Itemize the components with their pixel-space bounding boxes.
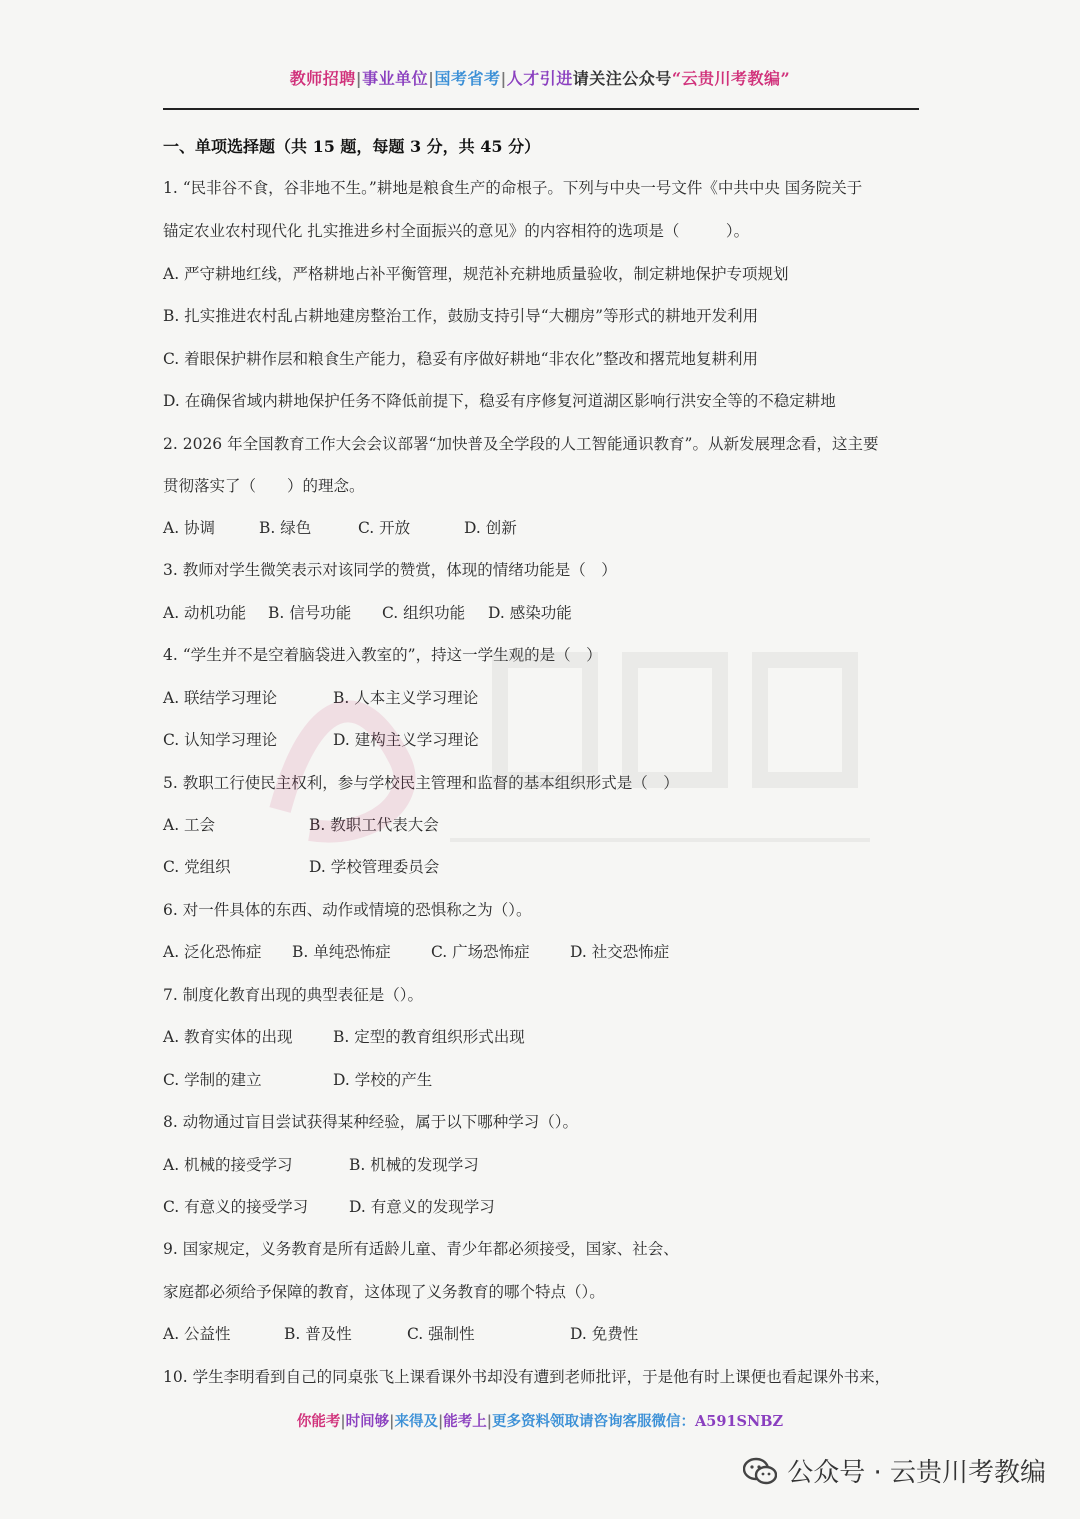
question-7-option-c: C. 学制的建立 <box>163 1071 262 1089</box>
question-9-option-a: A. 公益性 <box>163 1325 231 1343</box>
question-8-option-a: A. 机械的接受学习 <box>163 1156 293 1174</box>
question-9-option-b: B. 普及性 <box>284 1325 352 1343</box>
footer-segment: | <box>340 1413 346 1430</box>
question-2-option-a: A. 协调 <box>163 519 216 537</box>
question-2-line-1: 2. 2026 年全国教育工作大会会议部署“加快普及全学段的人工智能通识教育”。从新发展理念看，这主要 <box>163 435 879 453</box>
question-9-option-d: D. 免费性 <box>570 1325 639 1343</box>
question-2-option-b: B. 绿色 <box>259 519 312 537</box>
footer-segment: 更多资料领取请咨询客服微信： <box>492 1413 696 1430</box>
question-8-option-b: B. 机械的发现学习 <box>349 1156 479 1174</box>
header-divider <box>163 108 919 110</box>
question-6-line-1: 6. 对一件具体的东西、动作或情境的恐惧称之为（）。 <box>163 901 532 919</box>
question-9-option-c: C. 强制性 <box>407 1325 475 1343</box>
wechat-account-name: 公众号 · 云贵川考教编 <box>787 1458 1046 1488</box>
question-8-option-d: D. 有意义的发现学习 <box>349 1198 495 1216</box>
question-1-option-c: C. 着眼保护耕作层和粮食生产能力，稳妥有序做好耕地“非农化”整改和撂荒地复耕利用 <box>163 350 759 368</box>
question-2-option-c: C. 开放 <box>358 519 411 537</box>
page-footer <box>0 1410 1080 1431</box>
question-10-line-1: 10. 学生李明看到自己的同桌张飞上课看课外书却没有遭到老师批评，于是他有时上课便也看起课外书来， <box>163 1368 891 1386</box>
question-3-option-c: C. 组织功能 <box>382 604 466 622</box>
wechat-icon <box>743 1457 777 1485</box>
section-title: 一、单项选择题（共 15 题，每题 3 分，共 45 分） <box>163 137 541 156</box>
question-6-option-d: D. 社交恐怖症 <box>570 943 670 961</box>
question-2-option-d: D. 创新 <box>464 519 517 537</box>
question-6-option-c: C. 广场恐怖症 <box>431 943 530 961</box>
header-segment: 人才引进 <box>506 69 573 88</box>
footer-segment: | <box>389 1413 395 1430</box>
question-6-option-a: A. 泛化恐怖症 <box>163 943 262 961</box>
header-segment: “云贵川考教编” <box>671 69 791 88</box>
footer-segment: A591SNBZ <box>695 1413 784 1430</box>
question-5-option-b: B. 教职工代表大会 <box>309 816 439 834</box>
header-segment: 国考省考 <box>434 69 501 88</box>
question-5-line-1: 5. 教职工行使民主权利，参与学校民主管理和监督的基本组织形式是（ ） <box>163 774 679 792</box>
question-4-option-c: C. 认知学习理论 <box>163 731 278 749</box>
question-4-line-1: 4. “学生并不是空着脑袋进入教室的”，持这一学生观的是（ ） <box>163 646 602 664</box>
question-9-line-1: 9. 国家规定，义务教育是所有适龄儿童、青少年都必须接受，国家、社会、 <box>163 1240 679 1258</box>
header-segment: 教师招聘 <box>289 69 356 88</box>
question-9-line-2: 家庭都必须给予保障的教育，这体现了义务教育的哪个特点（）。 <box>163 1283 605 1301</box>
header-segment: 请关注公众号 <box>572 69 672 88</box>
question-8-option-c: C. 有意义的接受学习 <box>163 1198 309 1216</box>
header-segment: 事业单位 <box>362 69 429 88</box>
question-4-option-d: D. 建构主义学习理论 <box>333 731 479 749</box>
question-3-option-a: A. 动机功能 <box>163 604 247 622</box>
question-4-option-a: A. 联结学习理论 <box>163 689 278 707</box>
question-5-option-c: C. 党组织 <box>163 858 231 876</box>
question-3-option-b: B. 信号功能 <box>268 604 352 622</box>
question-6-option-b: B. 单纯恐怖症 <box>292 943 391 961</box>
footer-segment: 你能考 <box>296 1413 341 1430</box>
question-7-option-b: B. 定型的教育组织形式出现 <box>333 1028 525 1046</box>
question-7-option-d: D. 学校的产生 <box>333 1071 433 1089</box>
question-8-line-1: 8. 动物通过盲目尝试获得某种经验，属于以下哪种学习（）。 <box>163 1113 578 1131</box>
question-5-option-a: A. 工会 <box>163 816 216 834</box>
question-7-line-1: 7. 制度化教育出现的典型表征是（）。 <box>163 986 423 1004</box>
question-7-option-a: A. 教育实体的出现 <box>163 1028 293 1046</box>
footer-segment: | <box>486 1413 493 1430</box>
watermark-logo <box>250 640 890 870</box>
question-3-line-1: 3. 教师对学生微笑表示对该同学的赞赏，体现的情绪功能是（ ） <box>163 561 617 579</box>
question-5-option-d: D. 学校管理委员会 <box>309 858 440 876</box>
footer-segment: 时间够 <box>345 1413 390 1430</box>
header-segment: | <box>500 69 507 88</box>
question-1-line-2: 锚定农业农村现代化 扎实推进乡村全面振兴的意见》的内容相符的选项是（ ）。 <box>163 222 750 240</box>
footer-segment: 能考上 <box>443 1413 487 1430</box>
question-4-option-b: B. 人本主义学习理论 <box>333 689 479 707</box>
question-1-line-1: 1. “民非谷不食，谷非地不生。”耕地是粮食生产的命根子。下列与中央一号文件《中共中央 国务院关于 <box>163 179 863 197</box>
question-3-option-d: D. 感染功能 <box>488 604 572 622</box>
header-segment: | <box>428 69 435 88</box>
page-header <box>0 66 1080 89</box>
question-1-option-d: D. 在确保省域内耕地保护任务不降低前提下，稳妥有序修复河道湖区影响行洪安全等的不稳定耕地 <box>163 392 836 410</box>
wechat-account-badge <box>743 1452 1046 1489</box>
header-segment: | <box>355 69 363 88</box>
question-2-line-2: 贯彻落实了（ ）的理念。 <box>163 477 365 495</box>
question-1-option-b: B. 扎实推进农村乱占耕地建房整治工作，鼓励支持引导“大棚房”等形式的耕地开发利用 <box>163 307 759 325</box>
footer-segment: | <box>437 1413 444 1430</box>
footer-segment: 来得及 <box>394 1413 438 1430</box>
question-1-option-a: A. 严守耕地红线，严格耕地占补平衡管理，规范补充耕地质量验收，制定耕地保护专项规划 <box>163 265 789 283</box>
